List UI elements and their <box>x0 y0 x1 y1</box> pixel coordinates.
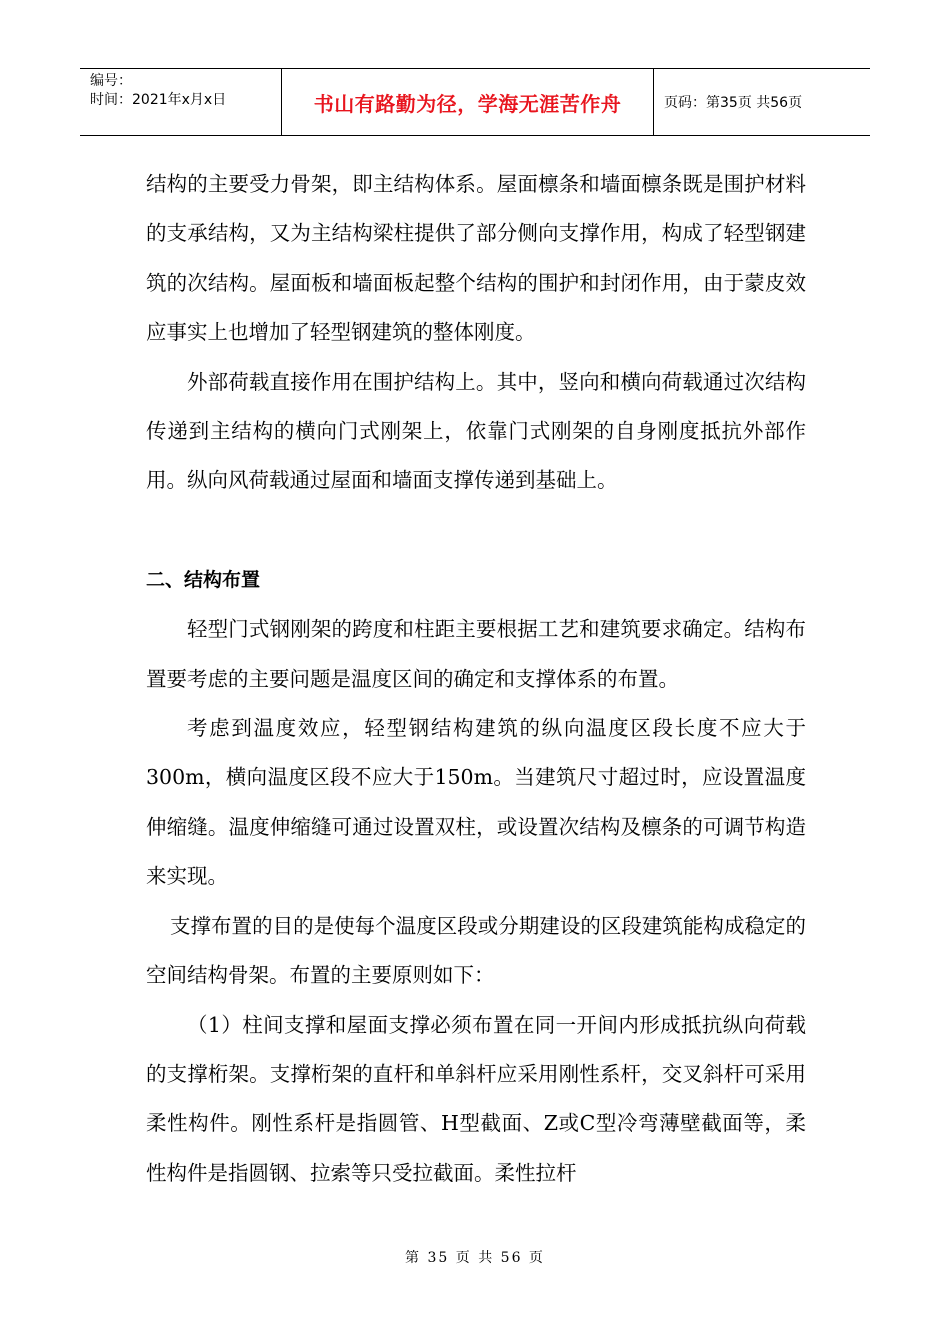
page-header <box>80 68 870 136</box>
header-page-label: 页码：第35页 共56页 <box>664 95 803 111</box>
document-body <box>146 160 806 1198</box>
paragraph-bracing-rule-1: （1）柱间支撑和屋面支撑必须布置在同一开间内形成抵抗纵向荷载的支撑桁架。支撑桁架的直杆和单斜杆应采用刚性系杆，交叉斜杆可采用柔性构件。刚性系杆是指圆管、H型截面、Z或C型冷弯薄壁截面等，柔性构件是指圆钢、拉索等只受拉截面。柔性拉杆 <box>146 1012 806 1185</box>
header-motto: 书山有路勤为径，学海无涯苦作舟 <box>282 69 654 135</box>
paragraph-main-structure: 结构的主要受力骨架，即主结构体系。屋面檩条和墙面檩条既是围护材料的支承结构，又为主结构梁柱提供了部分侧向支撑作用，构成了轻型钢建筑的次结构。屋面板和墙面板起整个结构的围护和封闭作用，由于蒙皮效应事实上也增加了轻型钢建筑的整体刚度。 <box>146 172 806 345</box>
header-info-cell <box>80 69 282 135</box>
paragraph-temperature: 考虑到温度效应，轻型钢结构建筑的纵向温度区段长度不应大于300m，横向温度区段不应大于150m。当建筑尺寸超过时，应设置温度伸缩缝。温度伸缩缝可通过设置双柱，或设置次结构及檩条的可调节构造来实现。 <box>146 716 806 889</box>
paragraph-layout-intro: 轻型门式钢刚架的跨度和柱距主要根据工艺和建筑要求确定。结构布置要考虑的主要问题是温度区间的确定和支撑体系的布置。 <box>146 617 806 691</box>
document-number-label: 编号： <box>90 73 132 89</box>
paragraph-external-load: 外部荷载直接作用在围护结构上。其中，竖向和横向荷载通过次结构传递到主结构的横向门式刚架上，依靠门式刚架的自身刚度抵抗外部作用。纵向风荷载通过屋面和墙面支撑传递到基础上。 <box>146 369 806 493</box>
page-footer: 第 35 页 共 56 页 <box>405 1250 545 1266</box>
section-heading: 二、结构布置 <box>146 568 261 591</box>
paragraph-bracing-purpose: 支撑布置的目的是使每个温度区段或分期建设的区段建筑能构成稳定的空间结构骨架。布置的主要原则如下： <box>146 913 806 988</box>
section-spacer <box>146 506 806 556</box>
document-date-label: 时间：2021年x月x日 <box>90 92 227 108</box>
